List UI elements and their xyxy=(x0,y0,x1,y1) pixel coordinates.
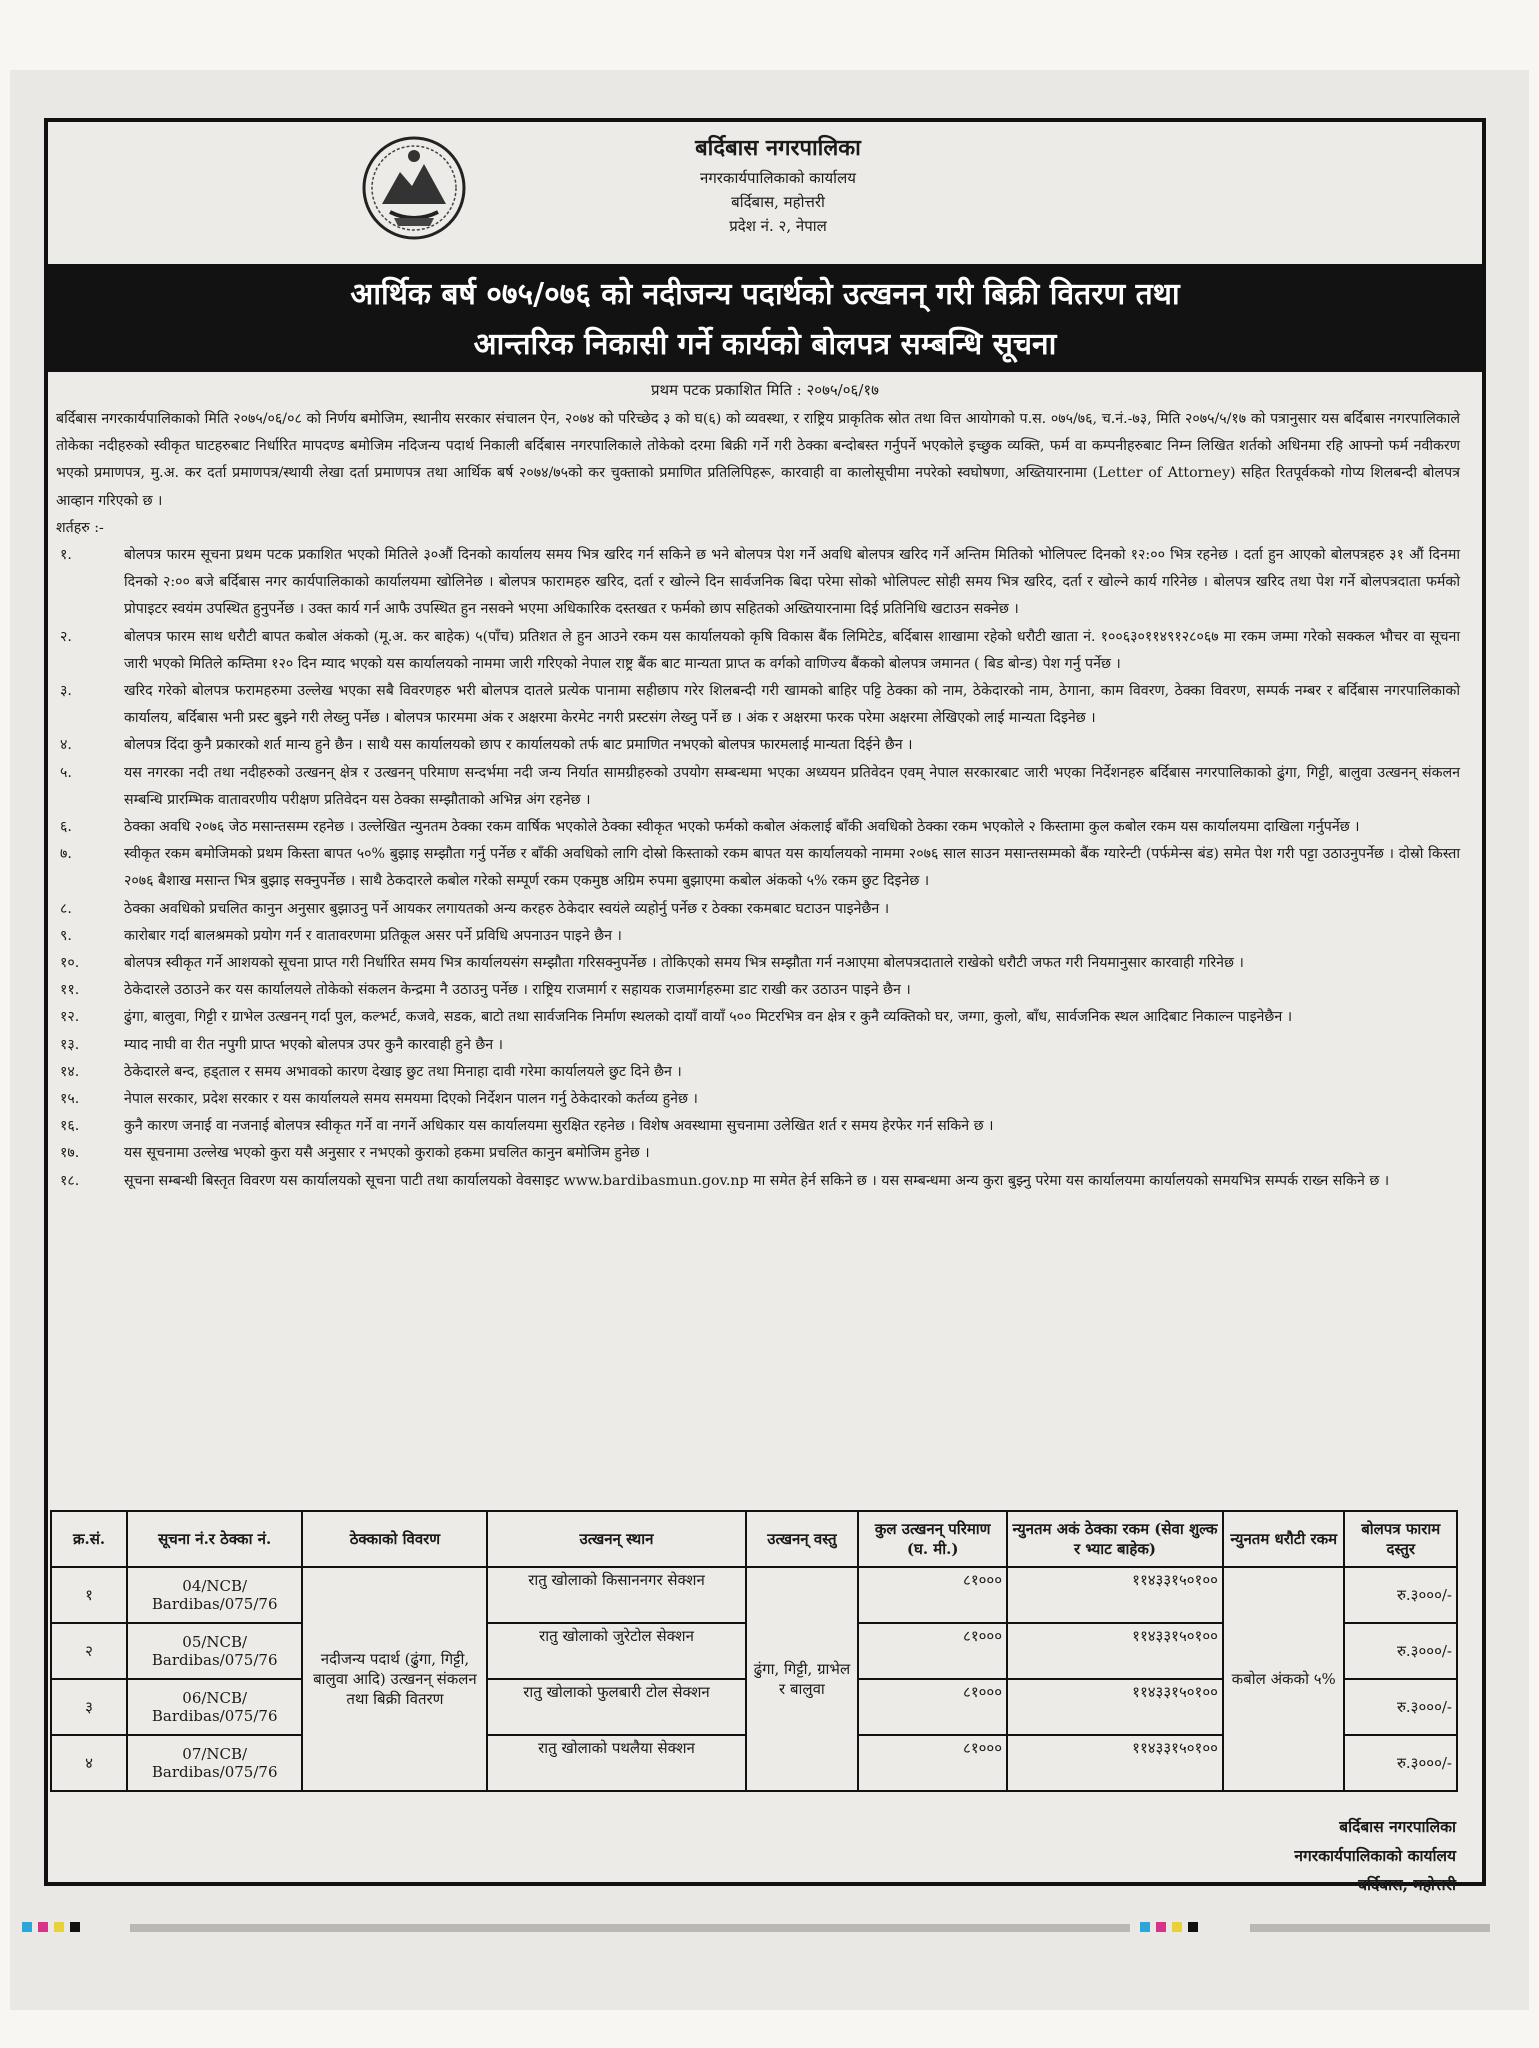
tender-notice xyxy=(44,118,1486,1894)
notice-number-cell: 05/NCB/ Bardibas/075/76 xyxy=(127,1623,302,1679)
term-number: ८. xyxy=(60,900,72,917)
term-text: बोलपत्र दिंदा कुनै प्रकारको शर्त मान्य हुने छैन । साथै यस कार्यालयको छाप र कार्यालयको तर्फ बाट प्रमाणित नभएको बोलपत्र फारमलाई मान्यता दिईने छैन । xyxy=(124,737,913,754)
term-text: स्वीकृत रकम बमोजिमको प्रथम किस्ता बापत ५०% बुझाइ सम्झौता गर्नु पर्नेछ र बाँकी अवधिको लागि दोस्रो किस्ताको रकम बापत यस कार्यालयको नाममा २०७६ साल साउन मसान्तसम्मको बैंक ग्यारेन्टी (पर्फमेन्स बंड) समेत पेश गरी पट्टा उठाउनुपर्नेछ । दोस्रो किस्ता २०७६ बैशाख मसान्त भित्र बुझाइ सक्नुपर्नेछ । साथै ठेकदारले कबोल गरेको सम्पूर्ण रकम एकमुष्ठ अग्रिम रुपमा बुझाएमा कबोल अंकको ५% रकम छुट दिइनेछ । xyxy=(124,846,1460,890)
footer-office-location: बर्दिबास, महोत्तरी xyxy=(1358,1875,1456,1894)
term-number: ४. xyxy=(60,737,72,754)
table-body xyxy=(51,1567,1457,1791)
footer-office-department: नगरकार्यपालिकाको कार्यालय xyxy=(1294,1846,1456,1865)
office-department: नगरकार्यपालिकाको कार्यालय xyxy=(700,169,856,187)
term-item xyxy=(56,732,1460,759)
term-item xyxy=(56,896,1460,923)
terms-label: शर्तहरु :- xyxy=(56,519,104,536)
term-text: ठेक्का अवधि २०७६ जेठ मसान्तसम्म रहनेछ । उल्लेखित न्युनतम ठेक्का रकम वार्षिक भएकोले ठेक्का स्वीकृत भएको फर्मको कबोल अंकलाई बाँकी अवधिको ठेक्का रकम भएकोले २ किस्तामा कुल कबोल रकम यस कार्यालयमा दाखिला गर्नुपर्नेछ । xyxy=(124,819,1360,836)
term-number: ७. xyxy=(60,846,72,863)
notice-number-cell: 07/NCB/ Bardibas/075/76 xyxy=(127,1735,302,1791)
term-item xyxy=(56,977,1460,1004)
excavation-location-cell: रातु खोलाको पथलैया सेक्शन xyxy=(487,1735,745,1791)
term-number: ९. xyxy=(60,927,72,944)
term-text: यस सूचनामा उल्लेख भएको कुरा यसै अनुसार र नभएको कुराको हकमा प्रचलित कानुन बमोजिम हुनेछ । xyxy=(124,1145,650,1162)
table-header-cell: कुल उत्खनन् परिमाण (घ. मी.) xyxy=(858,1511,1007,1567)
term-item xyxy=(56,923,1460,950)
term-item xyxy=(56,841,1460,895)
published-date: प्रथम पटक प्रकाशित मिति : २०७५/०६/१७ xyxy=(651,381,879,399)
term-text: यस नगरका नदी तथा नदीहरुको उत्खनन् क्षेत्र र उत्खनन् परिमाण सन्दर्भमा नदी जन्य निर्यात सामग्रीहरुको उपयोग सम्बन्धमा भएका अध्ययन प्रतिवेदन एवम् नेपाल सरकारबाट जारी भएका निर्देशनहरु बर्दिबास नगरपालिकाको ढुंगा, गिट्टी, बालुवा उत्खनन् संकलन सम्बन्धि प्रारम्भिक वातावरणीय परीक्षण प्रतिवेदन यस ठेक्का सम्झौताको अभिन्न अंग रहनेछ । xyxy=(124,764,1460,808)
registration-swatch xyxy=(1156,1922,1166,1932)
registration-swatch xyxy=(38,1922,48,1932)
term-text: कुनै कारण जनाई वा नजनाई बोलपत्र स्वीकृत गर्ने वा नगर्ने अधिकार यस कार्यालयमा सुरक्षित रहनेछ । विशेष अवस्थामा सुचनामा उलेखित शर्त र समय हेरफेर गर्न सकिने छ । xyxy=(124,1118,994,1135)
contract-description-cell: नदीजन्य पदार्थ (ढुंगा, गिट्टी, बालुवा आदि) उत्खनन् संकलन तथा बिक्री वितरण xyxy=(302,1567,487,1791)
registration-swatch xyxy=(22,1922,32,1932)
term-text: कारोबार गर्दा बालश्रमको प्रयोग गर्न र वातावरणमा प्रतिकूल असर पर्ने प्रविधि अपनाउन पाइने छैन । xyxy=(124,927,622,944)
term-number: १. xyxy=(60,547,72,564)
table-header-cell: ठेक्काको विवरण xyxy=(302,1511,487,1567)
term-item xyxy=(56,542,1460,624)
term-text: म्याद नाघी वा रीत नपुगी प्राप्त भएको बोलपत्र उपर कुनै कारवाही हुने छैन । xyxy=(124,1036,504,1053)
term-text: ठेकेदारले उठाउने कर यस कार्यालयले तोकेको संकलन केन्द्रमा नै उठाउनु पर्नेछ । राष्ट्रिय राजमार्ग र सहायक राजमार्गहरुमा डाट राखी कर उठाउन पाइने छैन । xyxy=(124,982,911,999)
quantity-cell: ८१००० xyxy=(858,1735,1007,1791)
quantity-cell: ८१००० xyxy=(858,1679,1007,1735)
table-header-cell: बोलपत्र फाराम दस्तुर xyxy=(1344,1511,1457,1567)
term-number: २. xyxy=(60,628,72,645)
footer-signature xyxy=(1294,1812,1456,1899)
excavation-location-cell: रातु खोलाको किसाननगर सेक्शन xyxy=(487,1567,745,1623)
term-item xyxy=(56,1140,1460,1167)
serial-number-cell: ३ xyxy=(51,1679,127,1735)
nepal-government-emblem-icon xyxy=(360,134,468,242)
table-header-cell: न्युनतम अकं ठेक्का रकम (सेवा शुल्क र भ्याट बाहेक) xyxy=(1007,1511,1223,1567)
notice-number-cell: 04/NCB/ Bardibas/075/76 xyxy=(127,1567,302,1623)
office-name: बर्दिबास नगरपालिका xyxy=(695,135,861,161)
term-item xyxy=(56,1004,1460,1031)
office-province: प्रदेश नं. २, नेपाल xyxy=(729,217,827,235)
term-text: सूचना सम्बन्धी बिस्तृत विवरण यस कार्यालयको सूचना पाटी तथा कार्यालयको वेवसाइट www.bardibasmun.gov.np मा समेत हेर्न सकिने छ । यस सम्बन्धमा अन्य कुरा बुझ्नु परेमा यस कार्यालयमा कार्यालयको समयभित्र सम्पर्क राख्न सकिने छ । xyxy=(124,1172,1390,1189)
term-text: नेपाल सरकार, प्रदेश सरकार र यस कार्यालयले समय समयमा दिएको निर्देशन पालन गर्नु ठेकेदारको कर्तव्य हुनेछ । xyxy=(124,1091,698,1108)
notice-title xyxy=(48,264,1482,372)
serial-number-cell: ४ xyxy=(51,1735,127,1791)
excavation-location-cell: रातु खोलाको फुलबारी टोल सेक्शन xyxy=(487,1679,745,1735)
excavation-location-cell: रातु खोलाको जुरेटोल सेक्शन xyxy=(487,1623,745,1679)
term-number: ५. xyxy=(60,764,72,781)
minimum-amount-cell: ११४३३१५०१०० xyxy=(1007,1623,1223,1679)
term-text: ठेक्का अवधिको प्रचलित कानुन अनुसार बुझाउनु पर्ने आयकर लगायतको अन्य करहरु ठेकेदार स्वयंले व्यहोर्नु पर्नेछ र ठेक्का रकमबाट घटाउन पाइनेछैन । xyxy=(124,900,890,917)
minimum-amount-cell: ११४३३१५०१०० xyxy=(1007,1679,1223,1735)
notice-title-line-1: आर्थिक बर्ष ०७५/०७६ को नदीजन्य पदार्थको उत्खनन् गरी बिक्री वितरण तथा xyxy=(350,277,1180,312)
term-text: बोलपत्र फारम सूचना प्रथम पटक प्रकाशित भएको मितिले ३०औं दिनको कार्यालय समय भित्र खरिद गर्न सकिने छ भने बोलपत्र पेश गर्ने अवधि बोलपत्र खरिद गर्ने अन्तिम मितिको भोलिपल्ट दिनको १२:०० भित्र रहनेछ । दर्ता हुन आएको बोलपत्रहरु ३१ औं दिनमा दिनको २:०० बजे बर्दिबास नगर कार्यपालिकाको कार्यालयमा खोलिनेछ । बोलपत्र फारामहरु खरिद, दर्ता र खोल्ने दिन सार्वजनिक बिदा परेमा सोको भोलिपल्ट सोही समय भित्र खरिद, दर्ता र खोल्ने कार्य गरिनेछ । बोलपत्र खरिद तथा पेश गर्ने बोलपत्रदाता फर्मको प्रोपाइटर स्वयंम उपस्थित हुनुपर्नेछ । उक्त कार्य गर्न आफै उपस्थित हुन नसक्ने भएमा अधिकारिक दस्तखत र फर्मको छाप सहितको अख्तियारनामा दिई प्रतिनिधि खटाउन सक्नेछ । xyxy=(124,547,1460,618)
term-item xyxy=(56,760,1460,814)
registration-swatch xyxy=(70,1922,80,1932)
registration-swatch xyxy=(1172,1922,1182,1932)
term-item xyxy=(56,1086,1460,1113)
table-header-cell: क्र.सं. xyxy=(51,1511,127,1567)
office-address-block xyxy=(568,130,988,238)
tender-table xyxy=(50,1510,1458,1792)
term-item xyxy=(56,1168,1460,1195)
term-item xyxy=(56,950,1460,977)
term-number: १३. xyxy=(60,1036,80,1053)
table-header-cell: उत्खनन् वस्तु xyxy=(746,1511,859,1567)
minimum-amount-cell: ११४३३१५०१०० xyxy=(1007,1735,1223,1791)
form-fee-cell: रु.३०००/- xyxy=(1344,1735,1457,1791)
term-number: १७. xyxy=(60,1145,80,1162)
term-number: १२. xyxy=(60,1009,80,1026)
table-header-cell: न्युनतम धरौटी रकम xyxy=(1223,1511,1345,1567)
excavation-material-cell: ढुंगा, गिट्टी, ग्राभेल र बालुवा xyxy=(746,1567,859,1791)
term-number: ११. xyxy=(60,982,80,999)
term-number: ३. xyxy=(60,683,72,700)
quantity-cell: ८१००० xyxy=(858,1623,1007,1679)
term-number: १४. xyxy=(60,1063,80,1080)
registration-swatch xyxy=(54,1922,64,1932)
notice-header xyxy=(48,122,1482,264)
term-item xyxy=(56,814,1460,841)
term-number: १५. xyxy=(60,1091,80,1108)
table-header-cell: उत्खनन् स्थान xyxy=(487,1511,745,1567)
term-text: बोलपत्र स्वीकृत गर्ने आशयको सूचना प्राप्त गरी निर्धारित समय भित्र कार्यालयसंग सम्झौता गरिसक्नुपर्नेछ । तोकिएको समय भित्र सम्झौता गर्न नआएमा बोलपत्रदाताले राखेको धरौटी जफत गरी नियमानुसार कारवाही गरिनेछ । xyxy=(124,955,1244,972)
print-registration-marks-right xyxy=(1140,1922,1198,1932)
term-number: १०. xyxy=(60,955,80,972)
registration-swatch xyxy=(1188,1922,1198,1932)
term-item xyxy=(56,1113,1460,1140)
table-header-cell: सूचना नं.र ठेक्का नं. xyxy=(127,1511,302,1567)
terms-list xyxy=(48,542,1482,1195)
notice-number-cell: 06/NCB/ Bardibas/075/76 xyxy=(127,1679,302,1735)
table-row xyxy=(51,1567,1457,1623)
deposit-amount-cell: कबोल अंकको ५% xyxy=(1223,1567,1345,1791)
term-text: खरिद गरेको बोलपत्र फरामहरुमा उल्लेख भएका सबै विवरणहरु भरी बोलपत्र दातले प्रत्येक पानामा सहीछाप गरेर शिलबन्दी गरी खामको बाहिर पट्टि ठेक्का को नाम, ठेकेदारको नाम, ठेगाना, काम विवरण, ठेक्का विवरण, सम्पर्क नम्बर र बर्दिबास नगरपालिकाको कार्यालय, बर्दिबास भनी प्रस्ट बुझ्ने गरी लेख्नु पर्नेछ । बोलपत्र फारममा अंक र अक्षरमा केरमेट नगरी प्रस्टसंग लेख्नु पर्ने छ । अंक र अक्षरमा फरक परेमा अक्षरमा लेखिएको लाई मान्यता दिइनेछ । xyxy=(124,683,1460,727)
term-item xyxy=(56,1032,1460,1059)
form-fee-cell: रु.३०००/- xyxy=(1344,1567,1457,1623)
term-text: बोलपत्र फारम साथ धरौटी बापत कबोल अंकको (मू.अ. कर बाहेक) ५(पाँच) प्रतिशत ले हुन आउने रकम यस कार्यालयको कृषि विकास बैंक लिमिटेड, बर्दिबास शाखामा रहेको धरौटी खाता नं. १००६३०११४९१२८०६७ मा रकम जम्मा गरेको सक्कल भौचर वा सूचना जारी भएको मितिले कम्तिमा १२० दिन म्याद भएको यस कार्यालयको नाममा जारी गरिएको नेपाल राष्ट्र बैंक बाट मान्यता प्राप्त क वर्गको वाणिज्य बैंकको बोलपत्र जमानत ( बिड बोन्ड) पेश गर्नु पर्नेछ । xyxy=(124,628,1460,672)
footer-office-name: बर्दिबास नगरपालिका xyxy=(1339,1817,1456,1836)
registration-swatch xyxy=(1140,1922,1150,1932)
term-item xyxy=(56,624,1460,678)
term-number: ६. xyxy=(60,819,72,836)
form-fee-cell: रु.३०००/- xyxy=(1344,1679,1457,1735)
quantity-cell: ८१००० xyxy=(858,1567,1007,1623)
term-number: १६. xyxy=(60,1118,80,1135)
intro-paragraph: बर्दिबास नगरकार्यपालिकाको मिति २०७५/०६/०८ को निर्णय बमोजिम, स्थानीय सरकार संचालन ऐन, २०७४ को परिच्छेद ३ को घ(६) को व्यवस्था, र राष्ट्रिय प्राकृतिक स्रोत तथा वित्त आयोगको प.स. ०७५/७६, च.नं.-७३, मिति २०७५/५/१७ को पत्रानुसार यस बर्दिबास नगरपालिकाले तोकेका नदीहरुको स्वीकृत घाटहरुबाट निर्धारित मापदण्ड बमोजिम नदिजन्य पदार्थ निकाली बर्दिबास नगरपालिकाले तोकेको दरमा बिक्री गर्ने गरी ठेक्का बन्दोबस्त गर्नुपर्ने भएकोले इच्छुक व्यक्ति, फर्म वा कम्पनीहरुबाट निम्न लिखित शर्तको अधिनमा रहि आफ्नो फर्म नवीकरण भएको प्रमाणपत्र, मु.अ. कर दर्ता प्रमाणपत्र/स्थायी लेखा दर्ता प्रमाणपत्र तथा आर्थिक बर्ष २०७४/७५को कर चुक्ताको प्रमाणित प्रतिलिपिहरू, कारवाही वा कालोसूचीमा नपरेको स्वघोषणा, अख्तियारनामा (Letter of Attorney) सहित रितपूर्वकको गोप्य शिलबन्दी बोलपत्र आव्हान गरिएको छ । xyxy=(56,411,1460,509)
term-item xyxy=(56,678,1460,732)
print-grey-bar xyxy=(130,1924,1130,1932)
print-registration-marks-left xyxy=(22,1922,80,1932)
serial-number-cell: २ xyxy=(51,1623,127,1679)
office-location: बर्दिबास, महोत्तरी xyxy=(731,193,825,211)
term-text: ठेकेदारले बन्द, हड्ताल र समय अभावको कारण देखाइ छुट तथा मिनाहा दावी गरेमा कार्यालयले छुट दिने छैन । xyxy=(124,1063,682,1080)
notice-title-line-2: आन्तरिक निकासी गर्ने कार्यको बोलपत्र सम्बन्धि सूचना xyxy=(473,327,1057,362)
table-header-row xyxy=(51,1511,1457,1567)
term-item xyxy=(56,1059,1460,1086)
form-fee-cell: रु.३०००/- xyxy=(1344,1623,1457,1679)
minimum-amount-cell: ११४३३१५०१०० xyxy=(1007,1567,1223,1623)
term-text: ढुंगा, बालुवा, गिट्टी र ग्राभेल उत्खनन् गर्दा पुल, कल्भर्ट, कजवे, सडक, बाटो तथा सार्वजनिक निर्माण स्थलको दायाँ वायाँ ५०० मिटरभित्र वन क्षेत्र र कुनै व्यक्तिको घर, जग्गा, कुलो, बाँध, सार्वजनिक स्थल आदिबाट निकाल्न पाइनेछैन । xyxy=(124,1009,1293,1026)
serial-number-cell: १ xyxy=(51,1567,127,1623)
term-number: १८. xyxy=(60,1172,80,1189)
print-grey-bar-right xyxy=(1250,1924,1490,1932)
